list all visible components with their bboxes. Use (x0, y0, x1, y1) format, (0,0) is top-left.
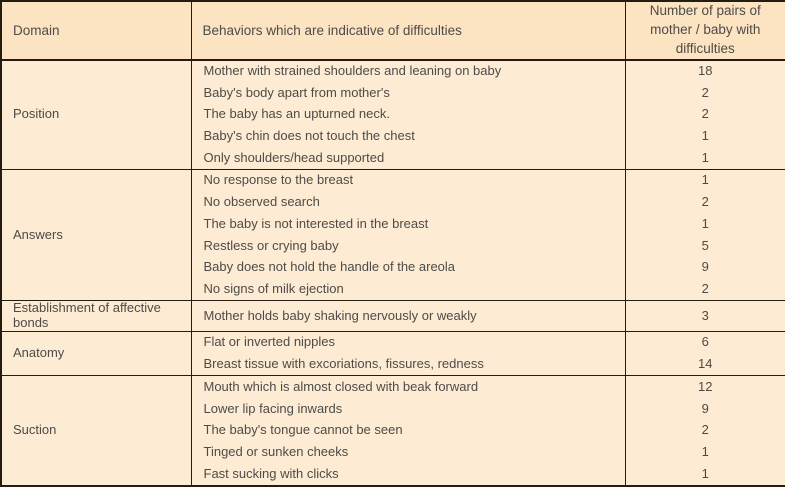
header-domain: Domain (1, 1, 191, 60)
group-answers (1, 170, 785, 301)
behavior-cell: Fast sucking with clicks (191, 463, 625, 486)
count-cell: 2 (701, 106, 709, 122)
count-cell: 9 (701, 400, 709, 416)
domain-cell: Establishment of affective bonds (1, 301, 191, 332)
behavior-cell: Only shoulders/head supported (191, 147, 625, 169)
count-cell: 12 (698, 378, 713, 394)
header-count: Number of pairs of mother / baby with difficulties (625, 1, 785, 60)
domain-cell: Suction (1, 376, 191, 486)
behavior-cell: The baby has an upturned neck. (191, 104, 625, 126)
group-suction (1, 376, 785, 486)
behavior-cell: Restless or crying baby (191, 235, 625, 257)
table-header (1, 1, 785, 60)
table-row (1, 332, 785, 354)
domain-cell: Answers (1, 170, 191, 301)
count-cell: 1 (701, 465, 709, 481)
table-row (1, 60, 785, 83)
behavior-cell: Flat or inverted nipples (191, 332, 625, 354)
count-cell: 1 (701, 149, 709, 165)
header-behaviors: Behaviors which are indicative of difficulties (191, 1, 625, 60)
count-cell: 3 (701, 307, 709, 323)
behavior-cell: No observed search (191, 192, 625, 214)
count-cell: 1 (701, 215, 709, 231)
behavior-cell: Tinged or sunken cheeks (191, 442, 625, 464)
behavior-cell: Mouth which is almost closed with beak forward (191, 376, 625, 398)
header-row (1, 1, 785, 60)
behavior-cell: Mother holds baby shaking nervously or weakly (191, 301, 625, 332)
behavior-cell: Baby's body apart from mother's (191, 82, 625, 104)
count-cell: 2 (701, 84, 709, 100)
group-anatomy (1, 332, 785, 376)
count-cell: 2 (701, 422, 709, 438)
behavior-cell: Baby does not hold the handle of the areola (191, 257, 625, 279)
table-row (1, 376, 785, 398)
behavior-cell: Baby's chin does not touch the chest (191, 126, 625, 148)
count-cell: 1 (701, 128, 709, 144)
group-position (1, 60, 785, 170)
table-row (1, 301, 785, 332)
behavior-cell: The baby is not interested in the breast (191, 213, 625, 235)
count-cell: 2 (701, 194, 709, 210)
count-cell: 18 (698, 63, 713, 79)
count-cell: 14 (698, 356, 713, 372)
count-cell: 1 (701, 443, 709, 459)
group-affective-bonds (1, 301, 785, 332)
domain-cell: Anatomy (1, 332, 191, 376)
count-cell: 2 (701, 280, 709, 296)
behavior-cell: No response to the breast (191, 170, 625, 192)
behavior-cell: Lower lip facing inwards (191, 398, 625, 420)
domain-cell: Position (1, 60, 191, 170)
count-cell: 9 (701, 259, 709, 275)
behavior-cell: Breast tissue with excoriations, fissures, redness (191, 354, 625, 376)
behavior-cell: Mother with strained shoulders and leaning on baby (191, 60, 625, 83)
count-cell: 1 (701, 172, 709, 188)
count-cell: 6 (701, 334, 709, 350)
count-cell: 5 (701, 237, 709, 253)
behavior-cell: No signs of milk ejection (191, 279, 625, 301)
behavior-cell: The baby's tongue cannot be seen (191, 420, 625, 442)
table-row (1, 170, 785, 192)
